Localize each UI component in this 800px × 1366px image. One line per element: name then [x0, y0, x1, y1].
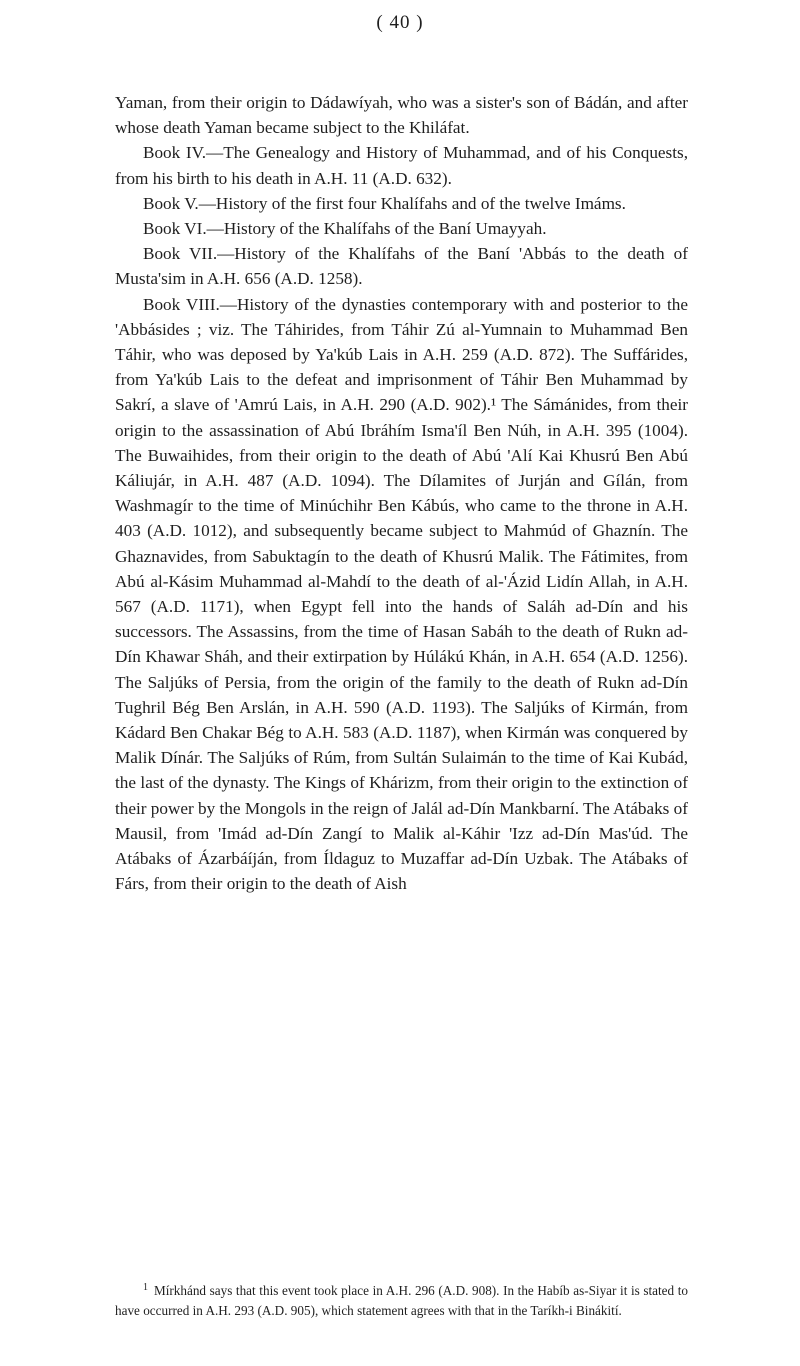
paragraph-book-v: Book V.—History of the first four Khalífahs and of the twelve Imáms. — [143, 193, 626, 213]
page-number: ( 40 ) — [376, 12, 424, 33]
footnote-1 — [115, 1281, 688, 1321]
footnotes — [115, 1281, 688, 1321]
footnote-marker: 1 — [143, 1281, 148, 1293]
body-text — [115, 90, 688, 897]
paragraph-book-viii: Book VIII.—History of the dynasties contemporary with and posterior to the 'Abbásides ; viz. The Táhirides, from Táhir Zú al-Yumnain to Muhammad Ben Táhir, who was deposed by Ya'kúb Lais in A.H. 259 (A.D. 872). The Suffárides, from Ya'kúb Lais to the defeat and imprisonment of Táhir Ben Muhammad by Sakrí, a slave of 'Amrú Lais, in A.H. 290 (A.D. 902).¹ The Sámánides, from their origin to the assassination of Abú Ibráhím Isma'íl Ben Núh, in A.H. 395 (1004). The Buwaihides, from their origin to the death of Abú 'Alí Kai Khusrú Ben Abú Káliujár, in A.H. 487 (A.D. 1094). The Dílamites of Jurján and Gílán, from Washmagír to the time of Minúchihr Ben Kábús, who came to the throne in A.H. 403 (A.D. 1012), and subsequently became subject to Mahmúd of Ghaznín. The Ghaznavides, from Sabuktagín to the death of Khusrú Malik. The Fátimites, from Abú al-Kásim Muhammad al-Mahdí to the death of al-'Ázid Lidín Allah, in A.H. 567 (A.D. 1171), when Egypt fell into the hands of Saláh ad-Dín and his successors. The Assassins, from the time of Hasan Sabáh to the death of Rukn ad-Dín Khawar Sháh, and their extirpation by Húlákú Khán, in A.H. 654 (A.D. 1256). The Saljúks of Persia, from the origin of the family to the death of Rukn ad-Dín Tughril Bég Ben Arslán, in A.H. 590 (A.D. 1193). The Saljúks of Kirmán, from Kádard Ben Chakar Bég to A.H. 583 (A.D. 1187), when Kirmán was conquered by Malik Dínár. The Saljúks of Rúm, from Sultán Sulaimán to the time of Kai Kubád, the last of the dynasty. The Kings of Khárizm, from their origin to the extinction of their power by the Mongols in the reign of Jalál ad-Dín Mankbarní. The Atábaks of Mausil, from 'Imád ad-Dín Zangí to Malik al-Káhir 'Izz ad-Dín Mas'úd. The Atábaks of Ázarbáíján, from Íldaguz to Muzaffar ad-Dín Uzbak. The Atábaks of Fárs, from their origin to the death of Aish — [115, 294, 688, 894]
footnote-text: Mírkhánd says that this event took place in A.H. 296 (A.D. 908). In the Habíb as-Siyar it is stated to have occurred in A.H. 293 (A.D. 905), which statement agrees with that in the Taríkh-i Binákití. — [115, 1283, 688, 1318]
paragraph-yaman: Yaman, from their origin to Dádawíyah, who was a sister's son of Bádán, and after whose death Yaman became subject to the Khiláfat. — [115, 93, 688, 138]
paragraph-book-vi: Book VI.—History of the Khalífahs of the Baní Umayyah. — [143, 219, 547, 239]
paragraph-book-iv: Book IV.—The Genealogy and History of Muhammad, and of his Conquests, from his birth to his death in A.H. 11 (A.D. 632). — [115, 143, 688, 188]
paragraph-book-vii: Book VII.—History of the Khalífahs of the Baní 'Abbás to the death of Musta'sim in A.H. 656 (A.D. 1258). — [115, 244, 688, 289]
